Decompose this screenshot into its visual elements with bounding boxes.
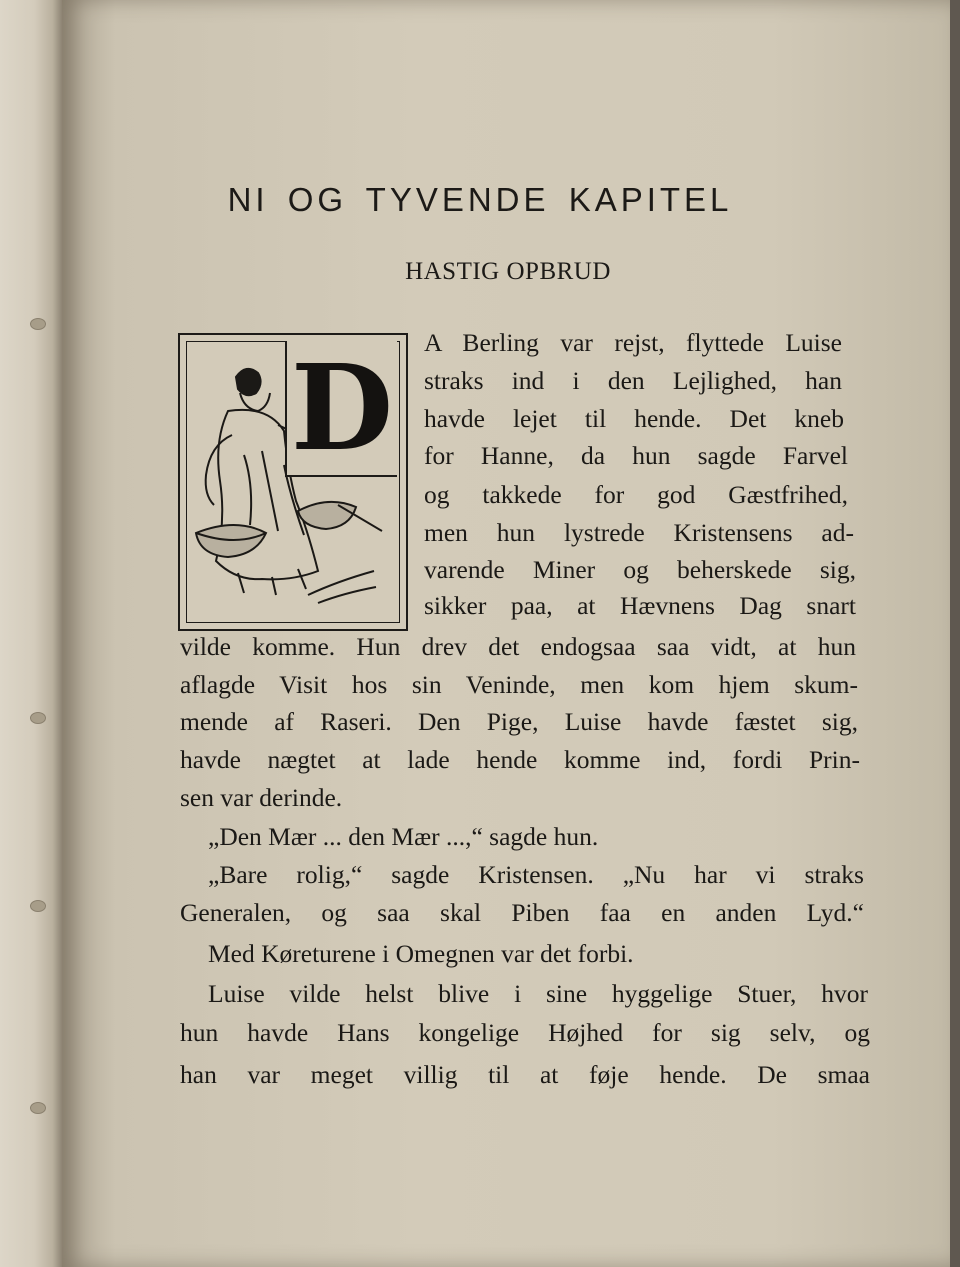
text-line: „Den Mær ... den Mær ...,“ sagde hun. bbox=[208, 822, 599, 851]
text-line: Med Køreturene i Omegnen var det forbi. bbox=[208, 939, 634, 968]
binding-stitch bbox=[30, 1102, 46, 1114]
chapter-title: NI OG TYVENDE KAPITEL bbox=[227, 181, 733, 218]
text-line: „Bare rolig,“ sagde Kristensen. „Nu har vi straks bbox=[208, 860, 864, 889]
binding-stitch bbox=[30, 900, 46, 912]
drop-cap-letter-box bbox=[285, 338, 397, 477]
text-line: straks ind i den Lejlighed, han bbox=[424, 366, 842, 395]
text-line: og takkede for god Gæstfrihed, bbox=[424, 480, 848, 509]
text-line: han var meget villig til at føje hende. De smaa bbox=[180, 1060, 870, 1089]
text-line: vilde komme. Hun drev det endogsaa saa vidt, at hun bbox=[180, 632, 856, 661]
text-line: sikker paa, at Hævnens Dag snart bbox=[424, 591, 856, 620]
drop-cap-letter: D bbox=[290, 338, 394, 477]
text-line: Generalen, og saa skal Piben faa en anden Lyd.“ bbox=[180, 898, 864, 927]
binding-stitch bbox=[30, 318, 46, 330]
binding-stitch bbox=[30, 712, 46, 724]
text-line: mende af Raseri. Den Pige, Luise havde fæstet sig, bbox=[180, 707, 858, 736]
text-line: for Hanne, da hun sagde Farvel bbox=[424, 441, 848, 470]
chapter-subtitle: HASTIG OPBRUD bbox=[405, 258, 611, 285]
text-line: hun havde Hans kongelige Højhed for sig selv, og bbox=[180, 1018, 870, 1047]
text-line: men hun lystrede Kristensens ad- bbox=[424, 518, 854, 547]
text-line: Luise vilde helst blive i sine hyggelige Stuer, hvor bbox=[208, 979, 868, 1008]
text-line: varende Miner og beherskede sig, bbox=[424, 555, 856, 584]
text-line: aflagde Visit hos sin Veninde, men kom hjem skum- bbox=[180, 670, 858, 699]
text-line: havde lejet til hende. Det kneb bbox=[424, 404, 844, 433]
text-line: A Berling var rejst, flyttede Luise bbox=[424, 328, 842, 357]
text-line: sen var derinde. bbox=[180, 783, 343, 812]
text-line: havde nægtet at lade hende komme ind, fordi Prin- bbox=[180, 745, 860, 774]
illuminated-drop-cap bbox=[178, 333, 408, 631]
